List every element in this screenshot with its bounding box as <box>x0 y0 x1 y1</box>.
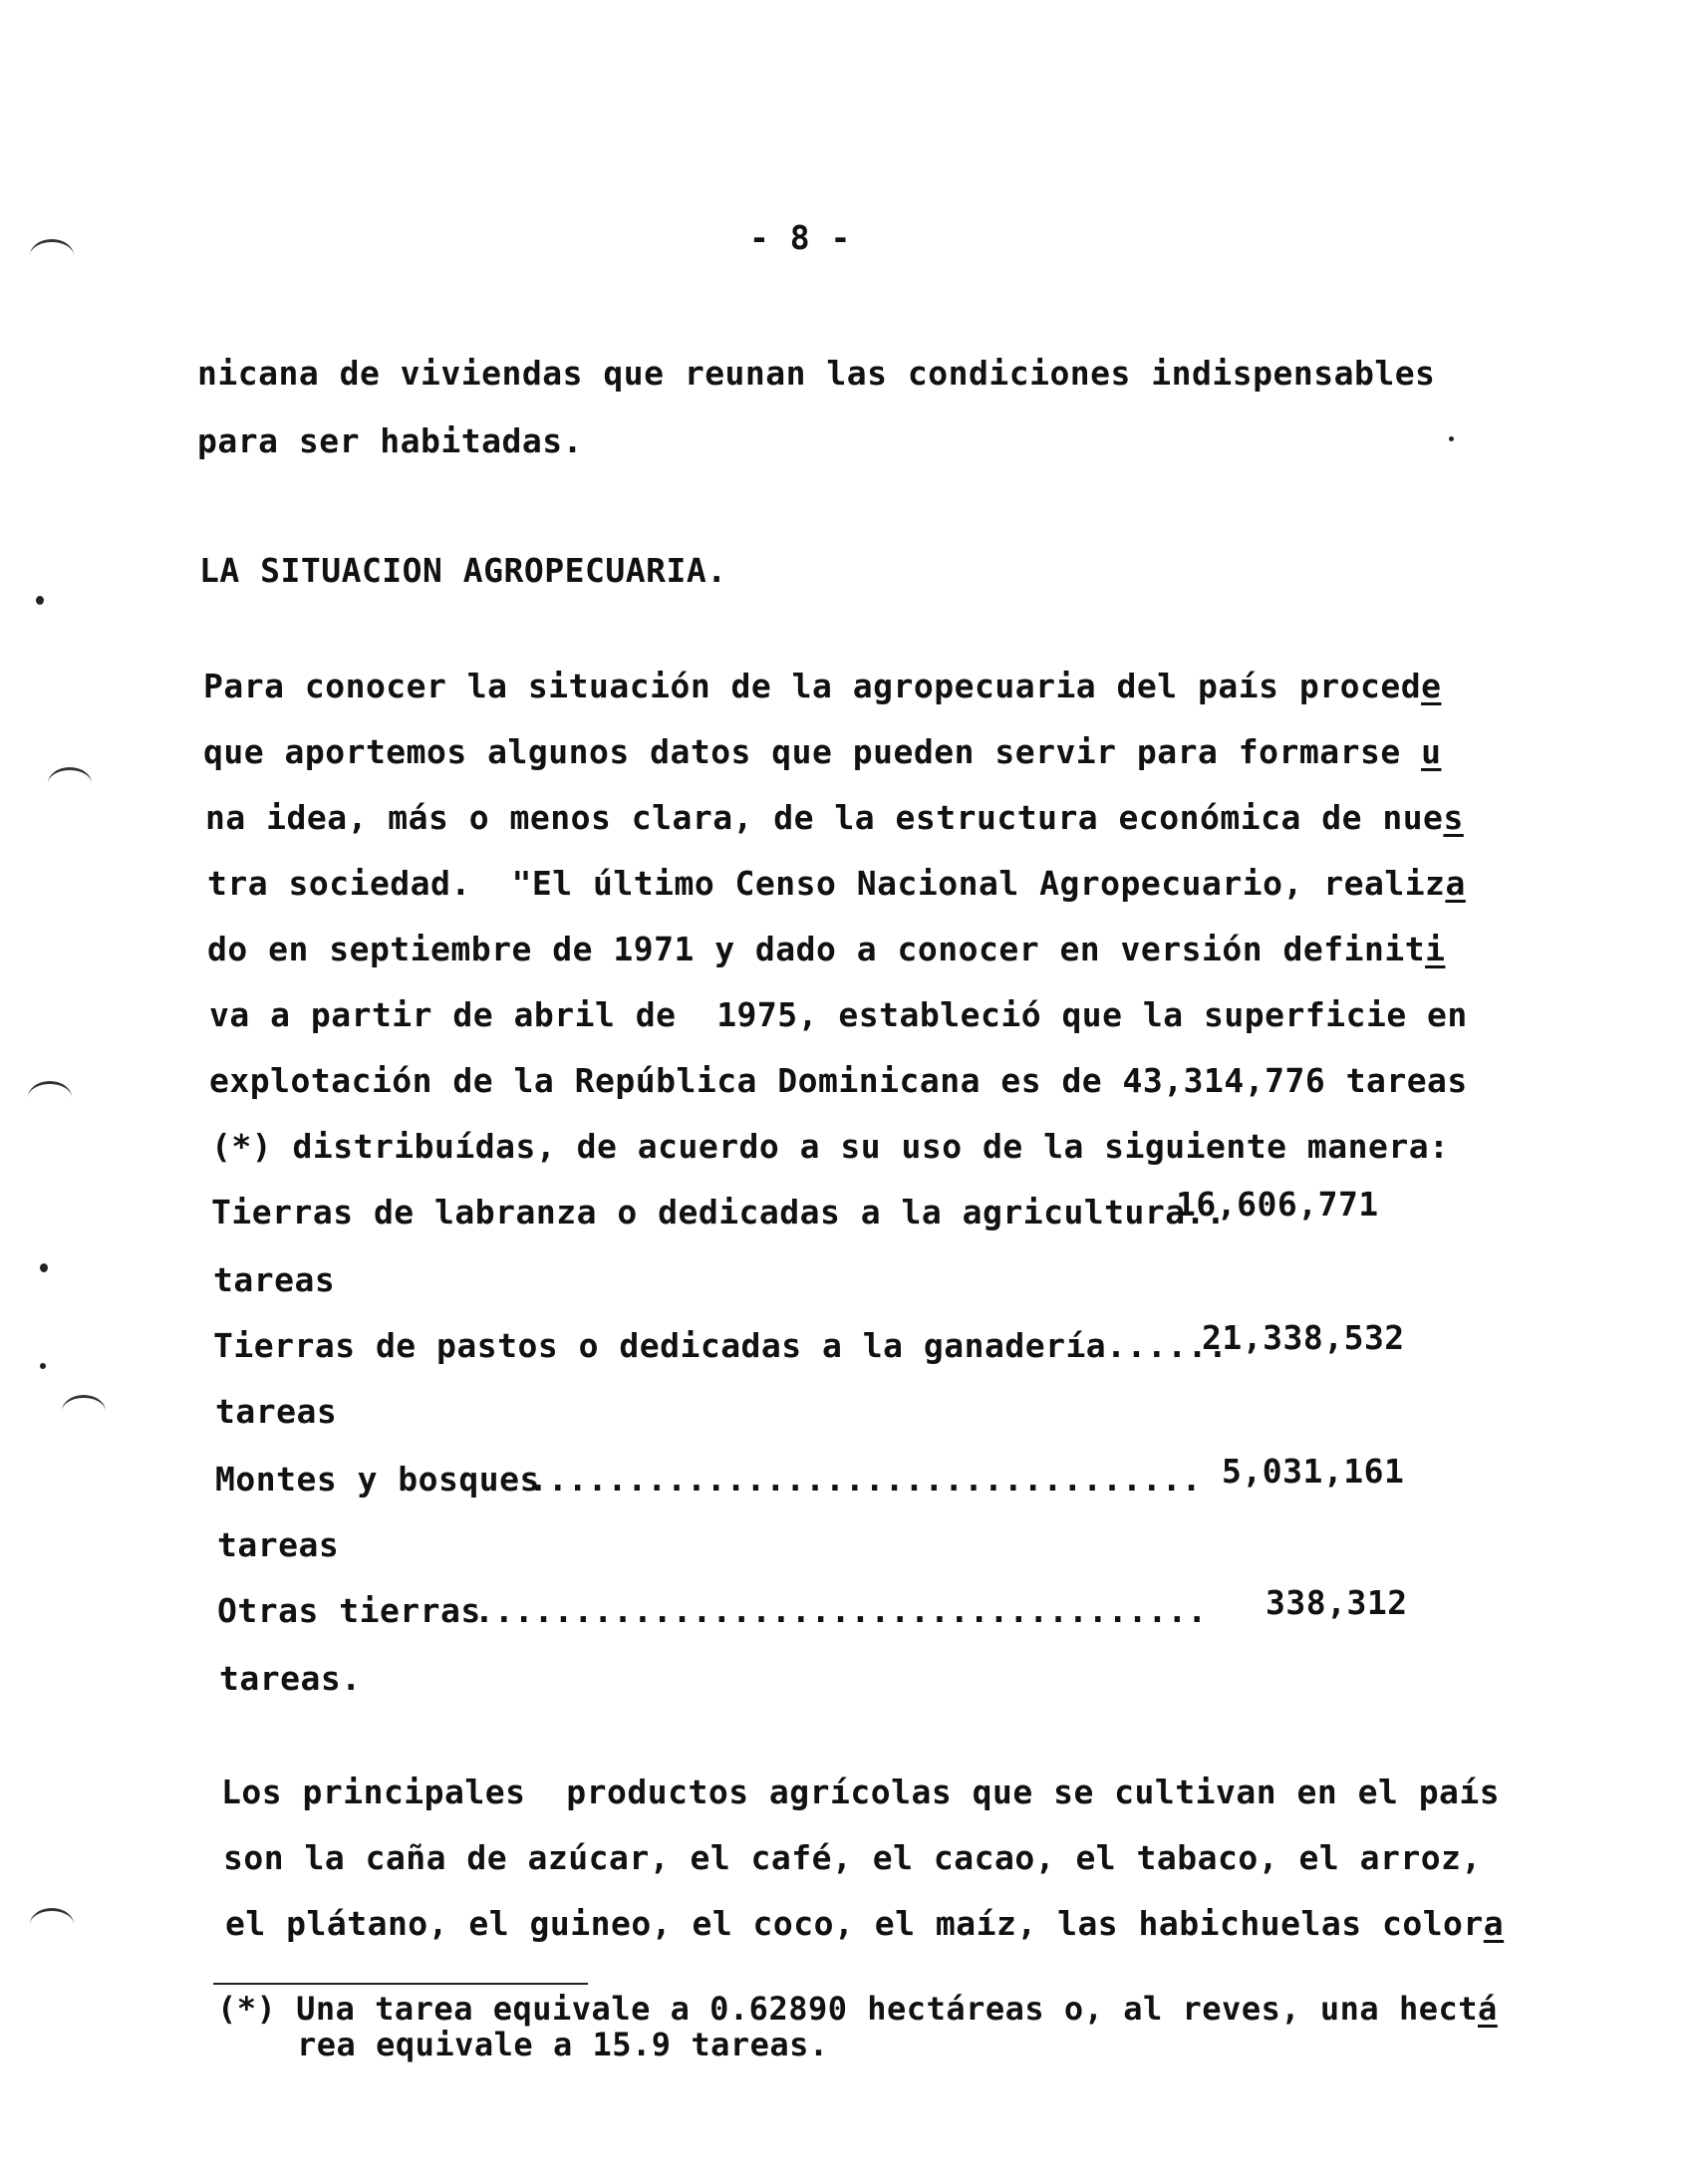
land-use-unit-pasture: tareas <box>215 1392 338 1431</box>
binding-hole-mark <box>48 767 92 800</box>
para1-line-1: Para conocer la situación de la agropecuaria del país procede <box>203 667 1442 705</box>
para1-line-2: que aportemos algunos datos que pueden servir para formarse u <box>203 732 1442 771</box>
intro-line-2: para ser habitadas. <box>197 421 583 460</box>
land-use-unit-other: tareas. <box>219 1659 362 1698</box>
footnote-line-2: rea equivale a 15.9 tareas. <box>297 2026 829 2063</box>
land-use-label-other: Otras tierras <box>217 1591 481 1630</box>
land-use-label-forest: Montes y bosques <box>215 1460 540 1499</box>
land-use-value-other: 338,312 <box>1266 1583 1408 1622</box>
para1-line-6: va a partir de abril de 1975, estableció que la superficie en <box>209 995 1468 1034</box>
para1-line-5: do en septiembre de 1971 y dado a conocer en versión definiti <box>207 930 1446 968</box>
para1-line-8: (*) distribuídas, de acuerdo a su uso de la siguiente manera: <box>211 1127 1450 1166</box>
dot-leader <box>528 1463 1196 1496</box>
binding-hole-mark <box>28 1081 72 1114</box>
footnote-rule <box>213 1983 588 1985</box>
land-use-value-pasture: 21,338,532 <box>1202 1318 1405 1357</box>
land-use-unit-agriculture: tareas <box>213 1260 336 1299</box>
binding-hole-mark <box>62 1395 106 1428</box>
footnote-line-1: (*) Una tarea equivale a 0.62890 hectáreas o, al reves, una hectá <box>217 1990 1498 2028</box>
speck-mark <box>40 1263 48 1272</box>
section-heading: LA SITUACION AGROPECUARIA. <box>199 551 727 590</box>
speck-mark <box>36 596 44 605</box>
binding-hole-mark <box>30 1908 74 1941</box>
para1-line-3: na idea, más o menos clara, de la estructura económica de nues <box>205 798 1464 837</box>
land-use-value-agriculture: 16,606,771 <box>1176 1185 1379 1224</box>
intro-line-1: nicana de viviendas que reunan las condiciones indispensables <box>197 354 1436 393</box>
para2-line-1: Los principales productos agrícolas que se cultivan en el país <box>221 1773 1501 1811</box>
para2-line-3: el plátano, el guineo, el coco, el maíz, las habichuelas colora <box>225 1904 1505 1943</box>
binding-hole-mark <box>30 239 74 272</box>
speck-mark <box>40 1363 46 1369</box>
dot-leader <box>474 1594 1202 1627</box>
para1-line-4: tra sociedad. "El último Censo Nacional Agropecuario, realiza <box>207 864 1466 903</box>
land-use-label-pasture: Tierras de pastos o dedicadas a la ganadería...... <box>213 1326 1229 1365</box>
page-number: - 8 - <box>749 218 851 257</box>
para2-line-2: son la caña de azúcar, el café, el cacao, el tabaco, el arroz, <box>223 1838 1482 1877</box>
speck-mark <box>1449 436 1454 441</box>
land-use-label-agriculture: Tierras de labranza o dedicadas a la agricultura.. <box>211 1193 1227 1231</box>
para1-line-7: explotación de la República Dominicana es de 43,314,776 tareas <box>209 1061 1468 1100</box>
land-use-value-forest: 5,031,161 <box>1222 1452 1405 1491</box>
land-use-unit-forest: tareas <box>217 1525 340 1564</box>
